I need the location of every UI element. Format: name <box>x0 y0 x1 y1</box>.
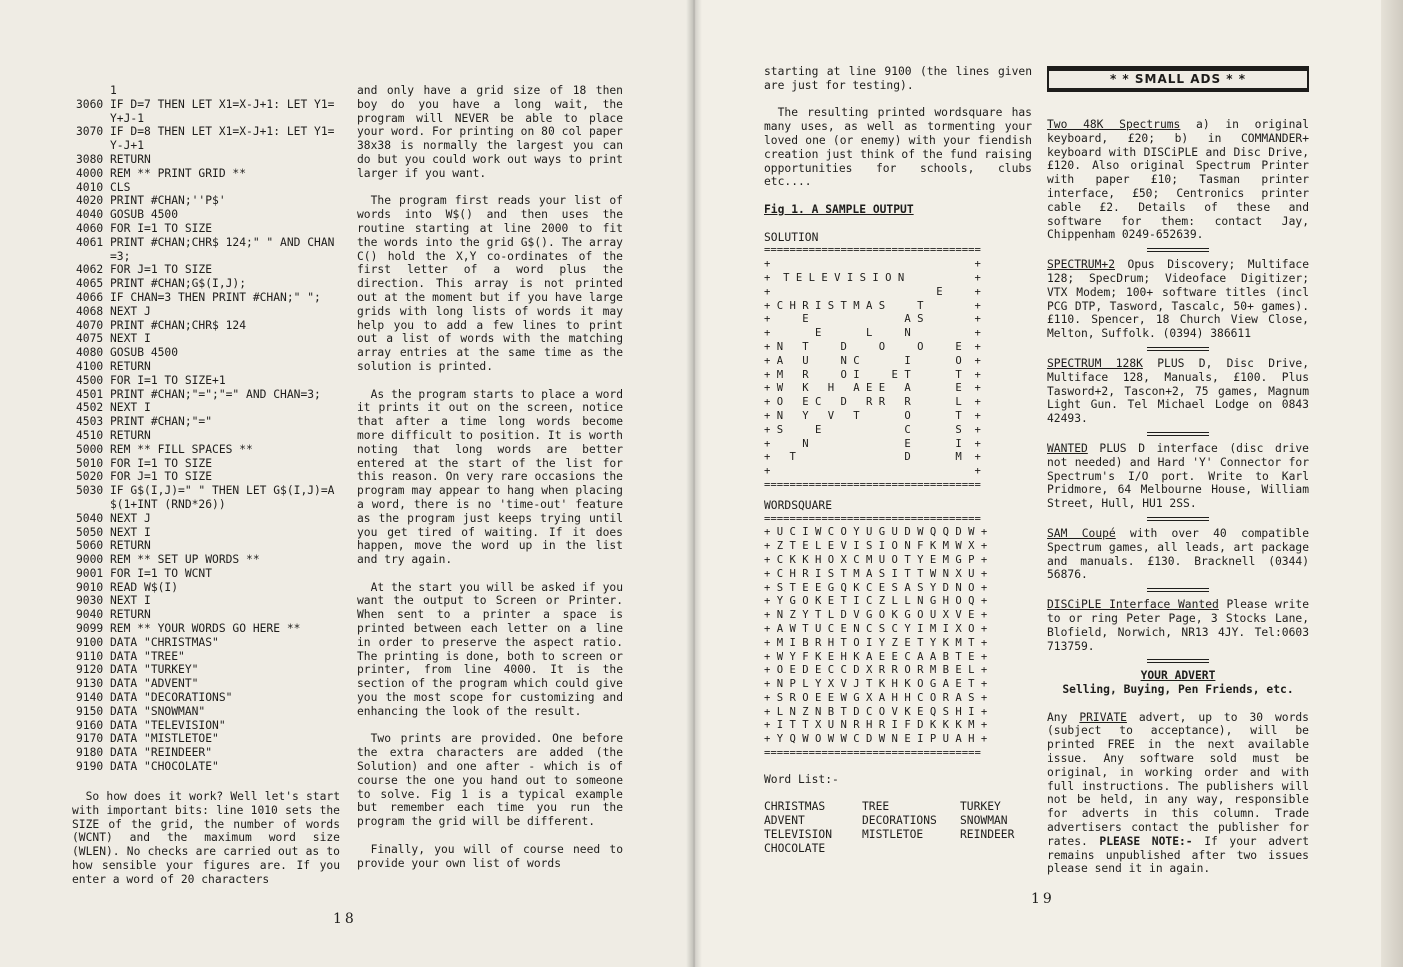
code-line: 5060 RETURN <box>76 539 151 553</box>
small-ad <box>1047 527 1309 582</box>
code-line: $(1+INT (RND*26)) <box>76 497 226 511</box>
ad-body: PLUS D, Disc Drive, Multiface 128, Manuals, £100. Plus Tasword+2, Tascon+2, 75 games, Magnum Light Gun. Tel Michael Lodge on 0843 42493. <box>1047 356 1310 426</box>
ad-lead: SPECTRUM+2 <box>1047 258 1116 272</box>
code-line: 9130 DATA "ADVENT" <box>76 677 199 691</box>
code-line: 5000 REM ** FILL SPACES ** <box>76 442 253 456</box>
code-line: 4040 GOSUB 4500 <box>76 208 179 222</box>
small-ad <box>1047 357 1309 426</box>
code-line: 4000 REM ** PRINT GRID ** <box>76 166 247 180</box>
page-number-right: 19 <box>1031 891 1055 907</box>
ad-lead: Two 48K Spectrums <box>1047 118 1181 131</box>
code-line: 9010 READ W$(I) <box>76 580 179 594</box>
paragraph: starting at line 9100 (the lines given are just for testing). <box>764 65 1032 92</box>
code-line: =3; <box>76 249 131 263</box>
code-line: 4501 PRINT #CHAN;"=";"=" AND CHAN=3; <box>76 387 321 401</box>
ad-separator <box>1147 432 1209 436</box>
word-list-item: SNOWMAN <box>960 814 1008 828</box>
ad-body: Opus Discovery; Multiface 128; SpecDrum; Videoface Digitizer; VTX Modem; 100+ software titles (incl PCG DTP, Tasword, Tascalc, 50+ games). £110. Spencer, 18 Church View Close, Melton, Suffolk. (0394) 386611 <box>1047 258 1309 341</box>
word-list <box>764 800 1044 855</box>
code-line: Y+J-1 <box>76 111 145 125</box>
code-line: 4503 PRINT #CHAN;"=" <box>76 415 213 429</box>
paragraph: Finally, you will of course need to provide your own list of words <box>357 842 623 870</box>
code-line: 3070 IF D=8 THEN LET X1=X-J+1: LET Y1= <box>76 125 335 139</box>
code-line: 9001 FOR I=1 TO WCNT <box>76 566 213 580</box>
ad-body: Please write to or ring Peter Page, 3 Stocks Lane, Blofield, Norwich, NR13 4JY. Tel:0603 713759. <box>1047 598 1309 653</box>
grid-row: + T E L E V I S I O N + <box>764 271 981 284</box>
code-line: 9030 NEXT I <box>76 594 151 608</box>
code-line: 9099 REM ** YOUR WORDS GO HERE ** <box>76 622 301 636</box>
book-gutter <box>686 0 702 967</box>
ad-body: with over 40 compatible Spectrum games, all leads, art package and manuals. £130. Bracknell (0344) 56876. <box>1047 526 1310 582</box>
your-advert-title: YOUR ADVERT <box>1140 669 1216 683</box>
word-list-item: TURKEY <box>960 800 1001 814</box>
grid-row: + M R O I E T T + <box>764 368 981 381</box>
grid-row: + L N Z N B T D C O V K E Q S H I + <box>764 705 988 718</box>
grid-row: + C H R I S T M A S T + <box>764 299 981 312</box>
code-line: 9170 DATA "MISTLETOE" <box>76 732 219 746</box>
grid-row: + Y Q W O W W C D W N E I P U A H + <box>764 733 988 746</box>
code-line: 4500 FOR I=1 TO SIZE+1 <box>76 373 226 387</box>
grid-row: + A U N C I O + <box>764 354 981 367</box>
code-line: 9120 DATA "TURKEY" <box>76 663 199 677</box>
code-line: 5050 NEXT I <box>76 525 151 539</box>
code-line: 4075 NEXT I <box>76 332 151 346</box>
ad-separator <box>1147 347 1209 351</box>
ad-body: PLUS D interface (disc drive not needed) and Hard 'Y' Connector for Spectrum's I/O port. Write to Karl Pridmore, 64 Melbourne House, William Street, Hull, HU1 2SS. <box>1047 441 1309 511</box>
word-list-item: ADVENT <box>764 814 805 828</box>
grid-row: + N Z Y T L D V G O K G O U X V E + <box>764 609 988 622</box>
page-edge <box>1381 0 1403 967</box>
paragraph: The program first reads your list of words into W$() and then uses the routine starting at line 2000 to fit the words into the grid G$(). The array C() hold the X,Y co-ordinates of the first letter of a word plus the direction. This array is not printed out at the moment but if you have large grids with long lists of words it may help you to add a few lines to print out a list of words with the matching array entries at the same time as the solution is printed. <box>357 194 623 373</box>
grid-row: + O E D E C C D X R R O R M B E L + <box>764 664 988 677</box>
paragraph: At the start you will be asked if you want the output to Screen or Printer. When sent to a printer a space is printed between each letter on a line in order to preserve the aspect ratio. The printing is done, both to screen or printer, from line 4000. It is the section of the program which could give you the most scope for customizing and enhancing the look of the result. <box>357 580 623 718</box>
grid-row: + O E C D R R R L + <box>764 396 981 409</box>
small-ad <box>1047 118 1309 242</box>
grid-row: + W K H A E E A E + <box>764 382 981 395</box>
grid-row: + C H R I S T M A S I T T W N X U + <box>764 567 988 580</box>
text: PRIVATE <box>1079 710 1127 724</box>
figure-sample-output <box>764 203 1044 856</box>
code-line: 9000 REM ** SET UP WORDS ** <box>76 553 260 567</box>
grid-row: + U C I W C O Y U G U D W Q Q D W + <box>764 526 988 539</box>
code-line: 9150 DATA "SNOWMAN" <box>76 704 206 718</box>
code-line: 4502 NEXT I <box>76 401 151 415</box>
paragraph: The resulting printed wordsquare has many uses, as well as tormenting your loved one (or enemy) with your fiendish creation just think of the fund raising opportunities for schools, clubs etc.... <box>764 106 1032 189</box>
grid-row: + N P L Y X V J T K H K O G A E T + <box>764 678 988 691</box>
grid-row: + A W T U C E N C S C Y I M I X O + <box>764 622 988 635</box>
code-line: 9110 DATA "TREE" <box>76 649 185 663</box>
grid-row: ================================== <box>764 512 981 525</box>
word-list-item: CHRISTMAS <box>764 800 826 814</box>
ad-body: a) in original keyboard, £20; b) in COMMANDER+ keyboard with DISCiPLE and Disc Drive, £120. Also original Spectrum Printer with paper £10; Tasman printer interface, £50; Centronics printer cable £2. Details of these and software for them: contact Jay, Chippenham 0249-652639. <box>1047 118 1310 242</box>
code-line: 4100 RETURN <box>76 359 151 373</box>
code-line: 4010 CLS <box>76 180 131 194</box>
code-line: 4065 PRINT #CHAN;G$(I,J); <box>76 277 247 291</box>
code-line: Y-J+1 <box>76 139 145 153</box>
code-line: 9180 DATA "REINDEER" <box>76 746 213 760</box>
paragraph: As the program starts to place a word it prints it out on the screen, notice that after a time long words become more difficult to position. It is worth noting that long words are better entered at the start of the list for this reason. On very rare occasions the program may appear to hang when placing a word, there is no 'time-out' feature as the program just keeps trying until you get tired of waiting. If it does happen, move the word up in the list and try again. <box>357 387 623 567</box>
grid-row: ================================== <box>764 478 981 491</box>
code-line: 9140 DATA "DECORATIONS" <box>76 691 233 705</box>
grid-row: + + <box>764 258 981 271</box>
grid-row: + S T E E G Q K C E S A S Y D N O + <box>764 581 988 594</box>
solution-label: SOLUTION <box>764 230 819 244</box>
grid-row: ================================== <box>764 244 981 257</box>
paragraph: Two prints are provided. One before the extra characters are added (the Solution) and one after - which is of course the one you hand out to someone to solve. Fig 1 is a typical example but remember each time you run the program the grid will be different. <box>357 732 623 829</box>
code-line: 4070 PRINT #CHAN;CHR$ 124 <box>76 318 247 332</box>
word-list-item: REINDEER <box>960 828 1015 842</box>
code-line: 4510 RETURN <box>76 428 151 442</box>
page-number-left: 18 <box>333 911 357 927</box>
ad-separator <box>1147 248 1209 252</box>
code-line: 9040 RETURN <box>76 608 151 622</box>
code-line: 4080 GOSUB 4500 <box>76 346 179 360</box>
wordsquare-label: WORDSQUARE <box>764 498 833 512</box>
your-advert-subtitle: Selling, Buying, Pen Friends, etc. <box>1062 683 1294 697</box>
ad-separator <box>1147 659 1209 663</box>
small-ads-header <box>1047 66 1309 92</box>
grid-row: + + <box>764 465 981 478</box>
grid-row: + M I B R H T O I Y Z E T Y K M T + <box>764 636 988 649</box>
small-ad <box>1047 598 1309 653</box>
grid-row: + N E I + <box>764 437 981 450</box>
paragraph: and only have a grid size of 18 then boy do you have a long wait, the program will NEVER be able to place your word. For printing on 80 col paper 38x38 is normally the largest you can do but you could work out ways to print larger if you want. <box>357 84 623 180</box>
grid-row: + S R O E E W G X A H H C O R A S + <box>764 691 988 704</box>
ad-lead: SPECTRUM 128K <box>1047 356 1143 370</box>
code-line: 5030 IF G$(I,J)=" " THEN LET G$(I,J)=A <box>76 484 335 498</box>
code-line: 5020 FOR J=1 TO SIZE <box>76 470 213 484</box>
paragraph-how-it-works: So how does it work? Well let's start with important bits: line 1010 sets the SIZE of the grid, the number of words (WCNT) and the maximum word size (WLEN). No checks are carried out as to how sensible your figures are. If you enter a word of 20 characters <box>72 790 340 886</box>
code-line: 9100 DATA "CHRISTMAS" <box>76 635 219 649</box>
word-list-item: DECORATIONS <box>862 814 937 828</box>
code-line: 3080 RETURN <box>76 152 151 166</box>
grid-row: + N Y V T O T + <box>764 409 981 422</box>
figure-title: Fig 1. A SAMPLE OUTPUT <box>764 203 914 216</box>
code-line: 5010 FOR I=1 TO SIZE <box>76 456 213 470</box>
wordsquare-grid <box>764 513 1044 761</box>
word-list-item: TELEVISION <box>764 828 833 842</box>
code-line: 5040 NEXT J <box>76 511 151 525</box>
code-line: 4066 IF CHAN=3 THEN PRINT #CHAN;" "; <box>76 290 321 304</box>
grid-row: + E L N + <box>764 327 981 340</box>
word-list-item: CHOCOLATE <box>764 841 826 855</box>
small-ad <box>1047 442 1309 511</box>
code-line: 4062 FOR J=1 TO SIZE <box>76 263 213 277</box>
grid-row: + W Y F K E H K A E E C A A B T E + <box>764 650 988 663</box>
word-list-item: MISTLETOE <box>862 828 924 842</box>
grid-row: + E A S + <box>764 313 981 326</box>
grid-row: + Z T E L E V I S I O N F K M W X + <box>764 540 988 553</box>
ad-lead: SAM Coupé <box>1047 526 1116 540</box>
your-advert-text <box>1047 711 1309 877</box>
grid-row: + T D M + <box>764 451 981 464</box>
code-line: 9160 DATA "TELEVISION" <box>76 718 226 732</box>
grid-row: + S E C S + <box>764 423 981 436</box>
ad-separator <box>1147 517 1209 521</box>
text: PLEASE NOTE:- <box>1099 834 1193 848</box>
page-right <box>694 0 1403 967</box>
code-line: 4060 FOR I=1 TO SIZE <box>76 221 213 235</box>
small-ads-title: * * SMALL ADS * * <box>1049 69 1307 88</box>
small-ad <box>1047 258 1309 341</box>
text: Any <box>1047 710 1080 724</box>
ad-lead: DISCiPLE Interface Wanted <box>1047 598 1219 612</box>
code-line: 9190 DATA "CHOCOLATE" <box>76 760 219 774</box>
grid-row: + C K K H O X C M U O T Y E M G P + <box>764 553 988 566</box>
ad-separator <box>1147 588 1209 592</box>
small-ads-column <box>1047 118 1309 882</box>
left-col1-text <box>72 790 340 900</box>
intro-text <box>764 65 1032 203</box>
text: If your advert remains unpublished after two issues please send it in again. <box>1047 834 1310 876</box>
basic-code-listing <box>76 84 346 774</box>
word-list-label: Word List:- <box>764 772 839 786</box>
page-left <box>0 0 694 967</box>
solution-grid <box>764 244 1044 492</box>
ad-lead: WANTED <box>1047 441 1088 455</box>
grid-row: + Y G O K E T I C Z L L N G H O Q + <box>764 595 988 608</box>
text: advert, up to 30 words (subject to acceptance), will be printed FREE in the next available issue. Any software sold must be original, in working order and with full instructions. The publishers will not be held, in any way, responsible for adverts in this column. Trade advertisers contact the publisher for rates. <box>1047 710 1309 848</box>
grid-row: + I T T X U N R H R I F D K K K M + <box>764 719 988 732</box>
grid-row: + N T D O O E + <box>764 340 981 353</box>
code-line: 4020 PRINT #CHAN;''P$' <box>76 194 226 208</box>
code-line: 3060 IF D=7 THEN LET X1=X-J+1: LET Y1= <box>76 97 335 111</box>
left-col2-text <box>357 84 623 884</box>
grid-row: ================================== <box>764 747 981 760</box>
code-line: 1 <box>76 84 117 97</box>
word-list-item: TREE <box>862 800 890 814</box>
code-line: 4068 NEXT J <box>76 304 151 318</box>
code-line: 4061 PRINT #CHAN;CHR$ 124;" " AND CHAN <box>76 235 335 249</box>
grid-row: + E + <box>764 285 981 298</box>
